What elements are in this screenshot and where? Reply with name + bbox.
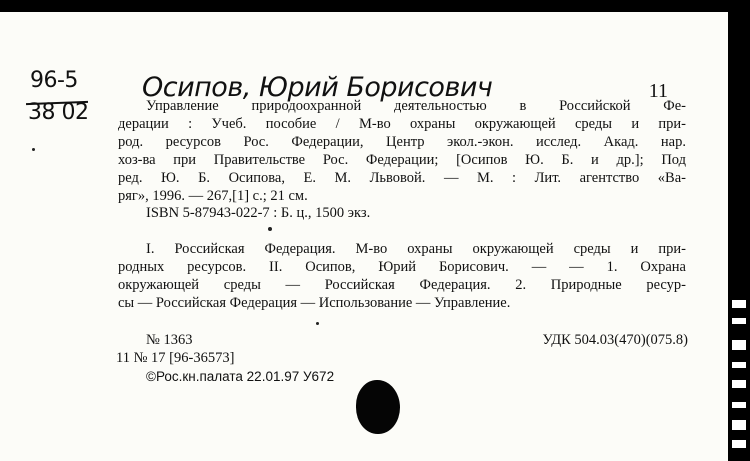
scan-top-border (0, 0, 750, 12)
udc-code: УДК 504.03(470)(075.8) (542, 332, 688, 348)
shelfmark-bottom: 38 02 (28, 100, 89, 125)
tracings-line-4: сы — Российская Федерация — Использование — Управление. (118, 295, 511, 311)
ink-blot (356, 380, 400, 434)
card-number: 11 (648, 80, 668, 102)
scan-right-edge (728, 0, 750, 461)
description-line-4: хоз-ва при Правительстве Рос. Федерации; [Осипов Ю. Б. и др.]; Под (118, 152, 686, 168)
tracings-line-3: окружающей среды — Российская Федерация. 2. Природные ресур- (118, 277, 686, 293)
tracings-line-2: родных ресурсов. II. Осипов, Юрий Борисович. — — 1. Охрана (118, 259, 686, 275)
copyright-stamp: ©Рос.кн.палата 22.01.97 У672 (146, 369, 335, 384)
description-line-2: дерации : Учеб. пособие / М-во охраны окружающей среды и при- (118, 116, 686, 132)
description-line-1: Управление природоохранной деятельностью в Российской Фе- (146, 98, 686, 114)
registration-number: 11 № 17 [96-36573] (116, 350, 235, 366)
ink-speck (316, 322, 319, 325)
ink-speck (32, 148, 35, 151)
description-line-6: ряг», 1996. — 267,[1] с.; 21 см. (118, 188, 308, 204)
shelfmark-top: 96-5 (30, 68, 78, 93)
description-line-5: ред. Ю. Б. Осипова, Е. М. Львовой. — М. : Лит. агентство «Ва- (118, 170, 686, 186)
description-line-3: род. ресурсов Рос. Федерации, Центр экол.-экон. исслед. Акад. нар. (118, 134, 686, 150)
tracings-line-1: I. Российская Федерация. М-во охраны окружающей среды и при- (146, 241, 686, 257)
ink-speck (268, 227, 272, 231)
isbn-line: ISBN 5-87943-022-7 : Б. ц., 1500 экз. (146, 205, 371, 221)
entry-number: № 1363 (146, 332, 193, 348)
library-catalog-card (0, 12, 728, 461)
author-heading: Осипов, Юрий Борисович (142, 72, 493, 103)
